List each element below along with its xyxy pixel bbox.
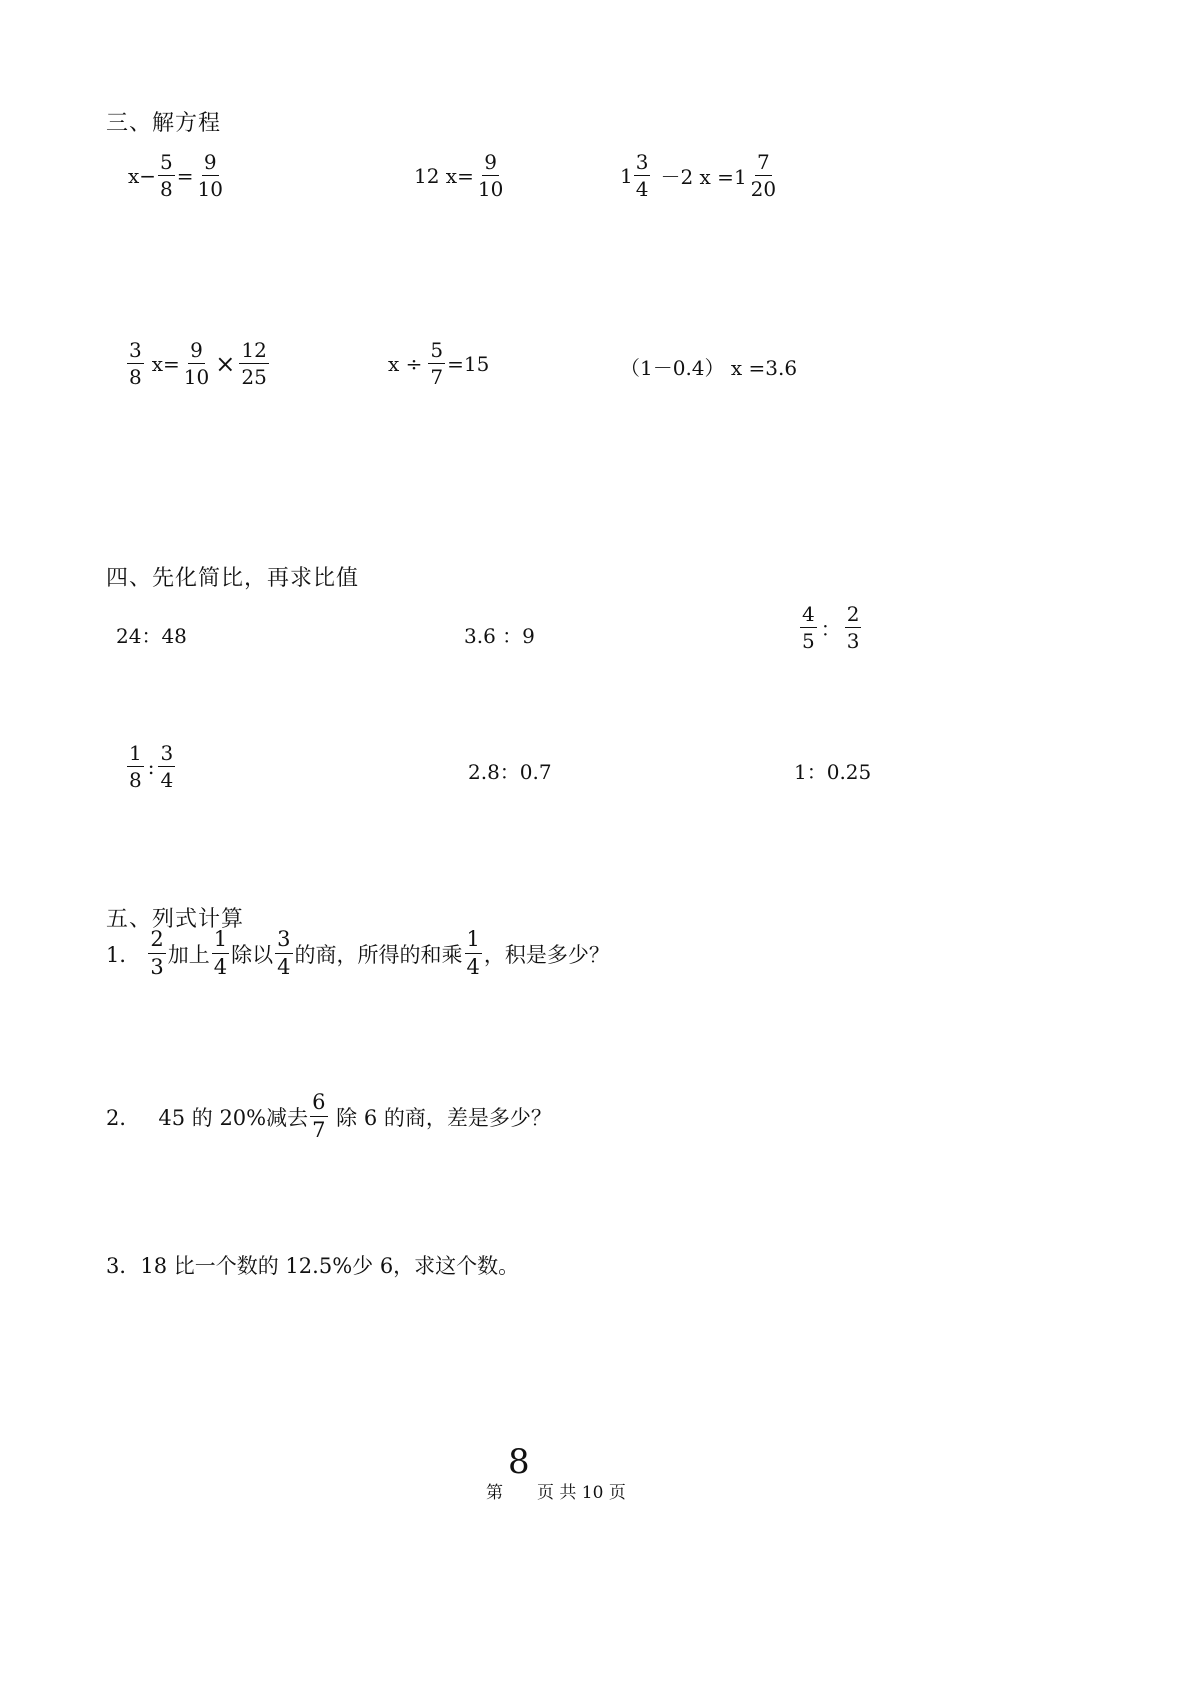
ratio4-fraction-1: $\frac{1}{8}$ — [129, 741, 142, 792]
section-title-simplify-ratio: 四、先化简比，再求比值 — [106, 566, 360, 591]
p1-text-4: ，积是多少？ — [483, 942, 610, 967]
eq4-fraction-3: $\frac{12}{25}$ — [241, 338, 267, 389]
problem-1 — [106, 929, 610, 978]
eq4-fraction-2: $\frac{9}{10}$ — [183, 338, 210, 389]
eq5-lhs: x ÷ — [388, 351, 423, 376]
eq1-fraction-2: $\frac{9}{10}$ — [197, 150, 223, 201]
eq2-equals: = — [457, 163, 474, 188]
ratio4-fraction-2: $\frac{3}{4}$ — [160, 741, 174, 792]
eq1-equals: = — [176, 163, 194, 188]
eq1-variable: x — [128, 163, 140, 188]
problem-3: 3．18 比一个数的 12.5%少 6，求这个数。 — [106, 1254, 520, 1278]
ratio-6: 1：0.25 — [794, 760, 872, 784]
eq3-fraction-2: $\frac{7}{20}$ — [750, 150, 777, 201]
problem-2-number: 2． — [106, 1105, 141, 1130]
p1-fraction-1: $\frac{2}{3}$ — [150, 927, 164, 979]
eq5-rhs: =15 — [447, 351, 490, 376]
problem-2 — [106, 1092, 552, 1141]
p1-text-2: 除以 — [231, 942, 274, 967]
ratio3-colon: ： — [820, 617, 841, 641]
p2-text-1: 45 的 20%减去 — [158, 1105, 309, 1130]
eq4-times: × — [215, 349, 236, 378]
p1-fraction-2: $\frac{1}{4}$ — [213, 927, 228, 979]
eq3-whole: 1 — [620, 163, 633, 188]
p1-text-3: 的商，所得的和乘 — [294, 942, 463, 967]
eq5-fraction: $\frac{5}{7}$ — [430, 338, 444, 389]
problem-1-number: 1． — [106, 942, 141, 967]
page-footer-text: 第 页 共 10 页 — [486, 1483, 626, 1503]
ratio4-colon: : — [147, 754, 155, 779]
eq2-lhs: 12 x — [414, 163, 458, 188]
eq3-fraction-1: $\frac{3}{4}$ — [635, 150, 649, 201]
equation-5 — [388, 340, 489, 387]
equation-3 — [620, 152, 780, 199]
p2-fraction: $\frac{6}{7}$ — [312, 1090, 326, 1142]
p2-text-2: 除 6 的商，差是多少？ — [329, 1105, 552, 1130]
equation-2 — [414, 152, 507, 199]
ratio-4 — [125, 743, 177, 790]
eq4-equals: = — [163, 351, 180, 376]
eq2-fraction: $\frac{9}{10}$ — [477, 150, 504, 201]
page-number: 8 — [508, 1442, 530, 1482]
equation-4 — [125, 340, 271, 387]
eq4-fraction-1: $\frac{3}{8}$ — [129, 338, 142, 389]
eq1-fraction-1: $\frac{5}{8}$ — [160, 150, 173, 201]
section-title-solve-equations: 三、解方程 — [106, 111, 222, 136]
p1-fraction-3: $\frac{3}{4}$ — [277, 927, 291, 979]
ratio3-fraction-2: $\frac{2}{3}$ — [846, 602, 860, 653]
eq4-variable: x — [151, 351, 164, 376]
equation-6: （1－0.4） x =3.6 — [620, 356, 798, 380]
p1-fraction-4: $\frac{1}{4}$ — [466, 927, 480, 979]
ratio-5: 2.8：0.7 — [468, 760, 552, 784]
ratio-3 — [798, 604, 863, 651]
ratio-2: 3.6 ：9 — [464, 624, 535, 648]
ratio3-fraction-1: $\frac{4}{5}$ — [802, 602, 815, 653]
p1-text-1: 加上 — [167, 942, 210, 967]
eq3-middle: －2 x =1 — [660, 165, 747, 189]
ratio-1: 24：48 — [116, 624, 187, 648]
eq1-minus: − — [139, 163, 157, 188]
equation-1 — [128, 152, 227, 199]
section-title-written-calculation: 五、列式计算 — [106, 907, 245, 932]
